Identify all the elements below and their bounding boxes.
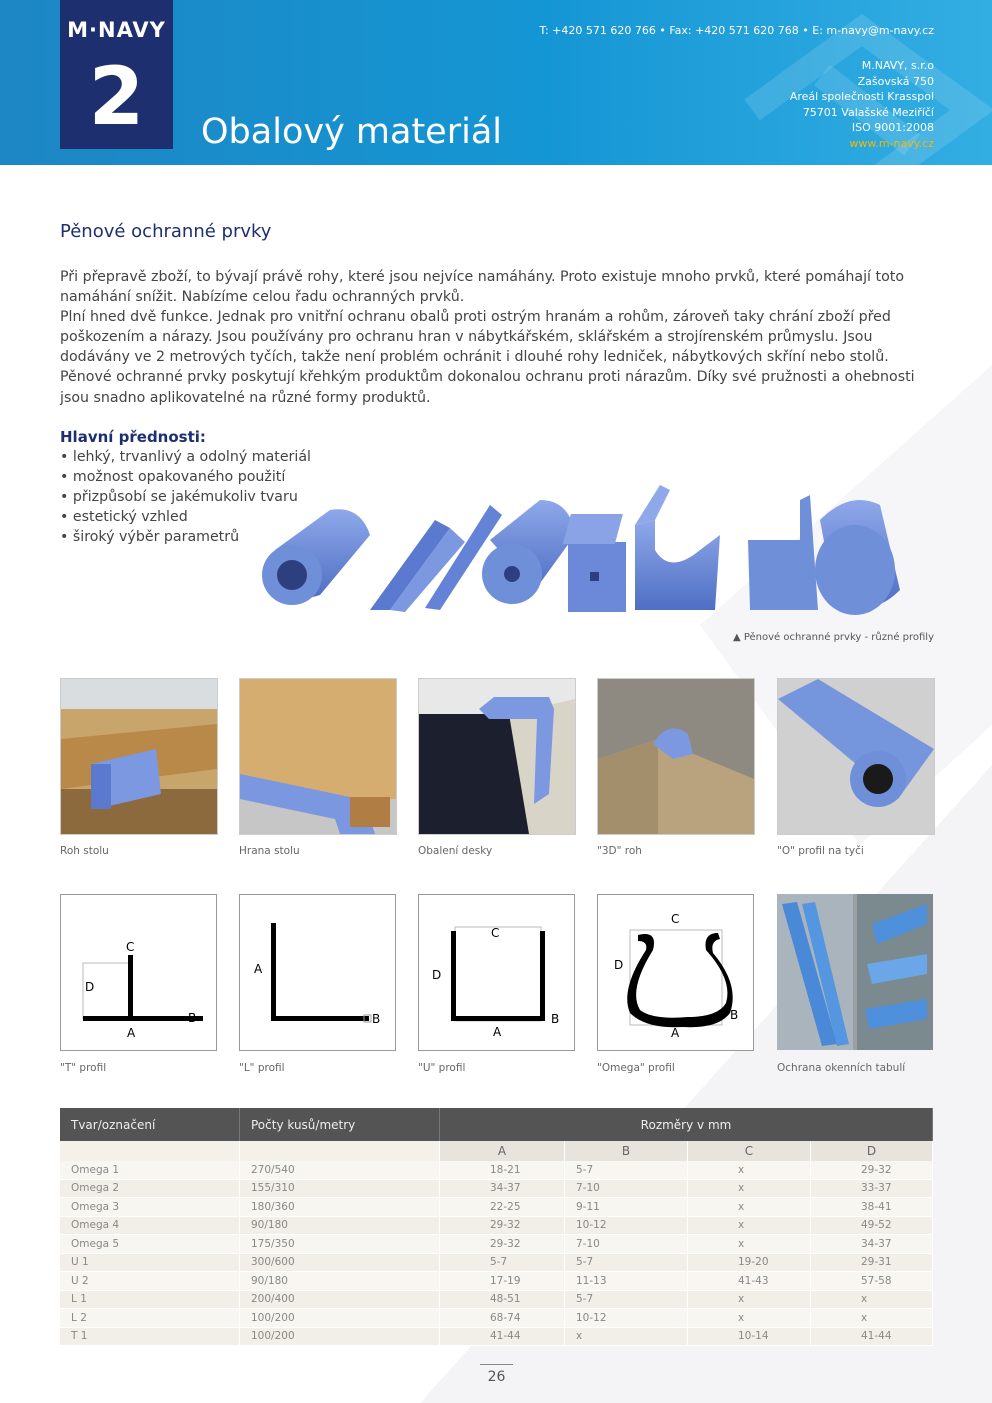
table-cell: 22-25: [440, 1198, 565, 1217]
table-cell: 29-32: [811, 1161, 933, 1179]
round-profile-icon: [815, 500, 900, 615]
paragraph: Plní hned dvě funkce. Jednak pro vnitřní ochranu obalů proti ostrým hranám a rohům, zároveň taky chrání zboží před poškozením a nárazy. Jsou používány pro ochranu hran v nábytkářském, sklářském a strojírenském průmyslu. Jsou dodávány ve 2 metrových tyčích, takže není problém ochránit i dlouhé rohy ledniček, nábytkových skříní nebo stolů. Pěnové ochranné prvky poskytují křehkým produktům dokonalou ochranu proti nárazům. Díky své pružnosti a ohebnosti jsou snadno aplikovatelné na různé formy produktů.: [60, 309, 915, 406]
address-line: ISO 9001:2008: [851, 121, 934, 134]
table-row: [60, 1161, 933, 1179]
table-cell: Omega 5: [60, 1235, 240, 1254]
table-cell: 57-58: [811, 1272, 933, 1291]
table-cell: 18-21: [440, 1161, 565, 1179]
table-cell: x: [688, 1198, 811, 1217]
dim-label: B: [188, 1011, 197, 1025]
dim-label: C: [491, 926, 500, 940]
subheader-cell: C: [688, 1141, 811, 1161]
table-cell: 34-37: [440, 1179, 565, 1198]
list-item: • přizpůsobí se jakémukoliv tvaru: [60, 487, 311, 507]
table-cell: 41-44: [811, 1327, 933, 1346]
dim-label: D: [432, 968, 442, 982]
photo-caption: Roh stolu: [60, 845, 109, 857]
table-cell: 29-32: [440, 1235, 565, 1254]
company-logo: M·NAVY: [67, 18, 166, 42]
table-cell: 270/540: [240, 1161, 440, 1179]
page-number: 26: [487, 1369, 506, 1385]
table-row: [60, 1309, 933, 1328]
table-cell: 48-51: [440, 1290, 565, 1309]
table-cell: U 2: [60, 1272, 240, 1291]
photo-caption: Hrana stolu: [239, 845, 300, 857]
table-cell: x: [688, 1309, 811, 1328]
address-line: M.NAVY, s.r.o: [861, 59, 934, 72]
table-cell: 7-10: [565, 1235, 688, 1254]
table-cell: Omega 4: [60, 1216, 240, 1235]
list-item: • široký výběr parametrů: [60, 527, 311, 547]
subheader-cell: D: [811, 1141, 933, 1161]
page-title: Obalový materiál: [201, 112, 502, 152]
table-cell: 29-32: [440, 1216, 565, 1235]
diagram-t-profile: [60, 894, 217, 1051]
table-row: [60, 1235, 933, 1254]
photo-glass-protection: [777, 894, 933, 1050]
diagram-caption: "Omega" profil: [597, 1062, 675, 1074]
table-row: [60, 1272, 933, 1291]
dim-label: C: [671, 912, 680, 926]
diagram-caption: "T" profil: [60, 1062, 107, 1074]
table-cell: 5-7: [565, 1253, 688, 1272]
diagram-caption: Ochrana okenních tabulí: [777, 1062, 906, 1074]
table-row: [60, 1198, 933, 1217]
table-header: Počty kusů/metry: [240, 1108, 440, 1141]
table-row: [60, 1216, 933, 1235]
photo-table-corner: [60, 678, 218, 835]
table-cell: 49-52: [811, 1216, 933, 1235]
dim-label: A: [127, 1026, 136, 1040]
table-cell: Omega 3: [60, 1198, 240, 1217]
table-row: [60, 1290, 933, 1309]
square-profile-icon: [563, 514, 626, 612]
diagram-u-profile: [418, 894, 575, 1051]
table-cell: 5-7: [440, 1253, 565, 1272]
list-item: • lehký, trvanlivý a odolný materiál: [60, 447, 311, 467]
table-cell: U 1: [60, 1253, 240, 1272]
address-line: Zašovská 750: [857, 74, 934, 88]
table-cell: 11-13: [565, 1272, 688, 1291]
diagram-caption: "L" profil: [239, 1062, 285, 1074]
hero-caption: ▲ Pěnové ochranné prvky - různé profily: [732, 632, 934, 643]
table-cell: 17-19: [440, 1272, 565, 1291]
table-cell: 33-37: [811, 1179, 933, 1198]
table-cell: x: [688, 1179, 811, 1198]
table-cell: x: [688, 1290, 811, 1309]
photo-board-wrap: [418, 678, 576, 835]
table-cell: x: [688, 1235, 811, 1254]
photo-caption: Obalení desky: [418, 845, 493, 857]
dim-label: A: [254, 962, 263, 976]
table-cell: 41-44: [440, 1327, 565, 1346]
table-subheader: [60, 1141, 933, 1161]
table-cell: 5-7: [565, 1161, 688, 1179]
dim-label: C: [126, 940, 135, 954]
omega-profile-icon: [635, 485, 720, 610]
table-cell: 100/200: [240, 1327, 440, 1346]
table-row: [60, 1179, 933, 1198]
dim-label: A: [493, 1025, 502, 1039]
list-item: • možnost opakovaného použití: [60, 467, 311, 487]
table-row: [60, 1327, 933, 1346]
page-number-rule: [480, 1364, 513, 1365]
advantages-title: Hlavní přednosti:: [60, 428, 206, 446]
dimensions-table: [60, 1108, 933, 1346]
address-line: Areál společnosti Krasspol: [789, 90, 934, 103]
u-profile-icon: [370, 505, 502, 612]
subheader-cell: B: [565, 1141, 688, 1161]
diagram-caption: "U" profil: [418, 1062, 466, 1074]
dim-label: B: [730, 1008, 739, 1022]
table-cell: x: [811, 1290, 933, 1309]
section-title: Pěnové ochranné prvky: [60, 221, 272, 242]
table-cell: x: [565, 1327, 688, 1346]
table-cell: Omega 2: [60, 1179, 240, 1198]
table-cell: 200/400: [240, 1290, 440, 1309]
subheader-cell: A: [440, 1141, 565, 1161]
table-cell: T 1: [60, 1327, 240, 1346]
photo-o-profile-rod: [777, 678, 935, 835]
table-cell: x: [688, 1216, 811, 1235]
dim-label: A: [671, 1026, 680, 1040]
table-cell: 90/180: [240, 1272, 440, 1291]
chapter-number: 2: [88, 50, 145, 143]
table-cell: 34-37: [811, 1235, 933, 1254]
table-cell: 180/360: [240, 1198, 440, 1217]
table-cell: 68-74: [440, 1309, 565, 1328]
table-cell: 300/600: [240, 1253, 440, 1272]
photo-3d-corner: [597, 678, 755, 835]
table-cell: 100/200: [240, 1309, 440, 1328]
table-cell: 19-20: [688, 1253, 811, 1272]
dim-label: B: [372, 1012, 381, 1026]
table-cell: 41-43: [688, 1272, 811, 1291]
table-cell: 175/350: [240, 1235, 440, 1254]
table-cell: L 1: [60, 1290, 240, 1309]
table-cell: 9-11: [565, 1198, 688, 1217]
table-cell: 10-14: [688, 1327, 811, 1346]
table-cell: x: [811, 1309, 933, 1328]
table-cell: 10-12: [565, 1309, 688, 1328]
table-cell: Omega 1: [60, 1161, 240, 1179]
dim-label: D: [614, 958, 624, 972]
dim-label: D: [85, 980, 95, 994]
dim-label: B: [551, 1012, 560, 1026]
o-profile-icon: [262, 509, 370, 605]
table-cell: 90/180: [240, 1216, 440, 1235]
foam-profiles-image: [250, 480, 910, 630]
table-cell: L 2: [60, 1309, 240, 1328]
paragraph: Při přepravě zboží, to bývají právě rohy, které jsou nejvíce namáhány. Proto existuje mnoho prvků, které pomáhají toto namáhání snížit. Nabízíme celou řadu ochranných prvků.: [60, 269, 904, 306]
photo-caption: "3D" roh: [597, 845, 642, 857]
table-row: [60, 1253, 933, 1272]
diagram-omega-profile: [597, 894, 754, 1051]
l-profile-icon: [748, 495, 818, 610]
diagram-l-profile: [239, 894, 396, 1051]
table-cell: 5-7: [565, 1290, 688, 1309]
table-cell: 38-41: [811, 1198, 933, 1217]
table-header: Tvar/označení: [60, 1108, 240, 1141]
photo-caption: "O" profil na tyči: [777, 845, 864, 857]
contact-line: T: +420 571 620 766 • Fax: +420 571 620 768 • E: m-navy@m-navy.cz: [539, 24, 934, 37]
website-link[interactable]: www.m-navy.cz: [849, 136, 934, 150]
photo-table-edge: [239, 678, 397, 835]
table-cell: 7-10: [565, 1179, 688, 1198]
table-header: Rozměry v mm: [440, 1108, 933, 1141]
table-cell: 10-12: [565, 1216, 688, 1235]
table-cell: 29-31: [811, 1253, 933, 1272]
body-text: [60, 267, 940, 408]
address-line: 75701 Valašské Meziříčí: [802, 105, 934, 119]
table-cell: x: [688, 1161, 811, 1179]
table-cell: 155/310: [240, 1179, 440, 1198]
list-item: • estetický vzhled: [60, 507, 311, 527]
